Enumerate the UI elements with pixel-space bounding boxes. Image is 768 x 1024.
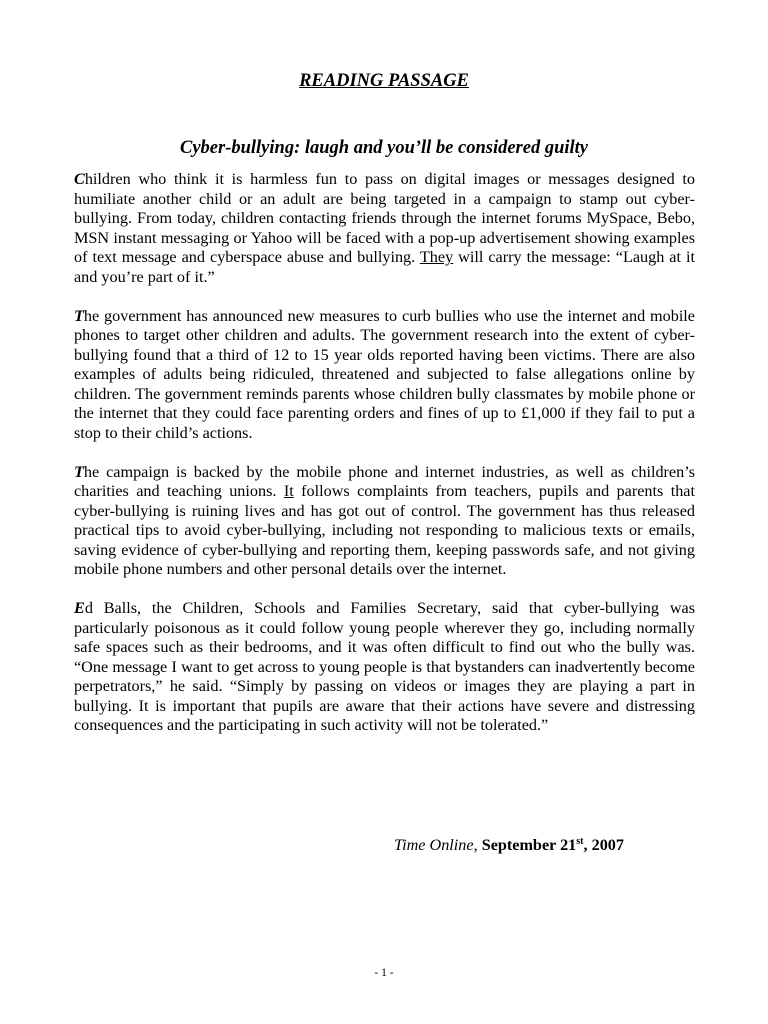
drop-cap: C — [74, 170, 85, 188]
paragraph — [74, 170, 695, 287]
paragraph-text: d Balls, the Children, Schools and Families Secretary, said that cyber-bullying was particularly poisonous as it could follow young people wherever they go, including normally safe spaces such as their bedrooms, and it was often difficult to find out who the bully was. “One message I want to get across to young people is that bystanders can inadvertently become perpetrators,” he said. “Simply by passing on videos or images they are playing a part in bullying. It is important that pupils are aware that their actions have severe and distressing consequences and the participating in such activity will not be tolerated.” — [74, 599, 695, 734]
citation-date: September 21 — [481, 836, 577, 854]
citation-year: , 2007 — [583, 836, 624, 854]
drop-cap: E — [74, 599, 85, 617]
underlined-word: They — [419, 248, 454, 266]
paragraph-text: hildren who think it is harmless fun to pass on digital images or messages designed to humiliate another child or an adult are being targeted in a campaign to stamp out cyber-bullying. From today, children contacting friends through the internet forums MySpace, Bebo, MSN instant messaging or Yahoo will be faced with a pop-up advertisement showing examples of text message and cyberspace abuse and bullying. — [74, 170, 695, 266]
underlined-word: It — [283, 482, 294, 500]
paragraph-text: follows complaints from teachers, pupils and parents that cyber-bullying is ruining lives and has got out of control. The government has thus released practical tips to avoid cyber-bullying, including not responding to malicious texts or emails, saving evidence of cyber-bullying and reporting them, keeping passwords safe, and not giving mobile phone numbers and other personal details over the internet. — [74, 482, 695, 578]
page-number: - 1 - — [374, 967, 394, 979]
article-title: Cyber-bullying: laugh and you’ll be considered guilty — [179, 138, 589, 158]
page-heading: READING PASSAGE — [299, 71, 469, 91]
article-body — [74, 170, 695, 755]
paragraph-text: will carry the message: “Laugh at it and you’re part of it.” — [74, 248, 695, 286]
date-ordinal: st — [576, 836, 584, 847]
drop-cap: T — [74, 306, 84, 325]
paragraph — [74, 463, 695, 580]
paragraph — [74, 599, 695, 736]
paragraph-text: he government has announced new measures to curb bullies who use the internet and mobile phones to target other children and adults. The government research into the extent of cyber-bullying found that a third of 12 to 15 year olds reported having been victims. There are also examples of adults being ridiculed, threatened and subjected to false allegations online by children. The government reminds parents whose children bully classmates by mobile phone or the internet that they could face parenting orders and fines of up to £1,000 if they fail to put a stop to their child’s actions. — [74, 306, 695, 442]
publication-name: Time Online — [394, 836, 474, 854]
drop-cap: T — [74, 462, 84, 481]
paragraph — [74, 307, 695, 444]
paragraph-text: he campaign is backed by the mobile phone and internet industries, as well as children’s charities and teaching unions. — [74, 462, 695, 500]
citation-separator: , — [473, 836, 482, 854]
source-citation — [394, 835, 624, 855]
